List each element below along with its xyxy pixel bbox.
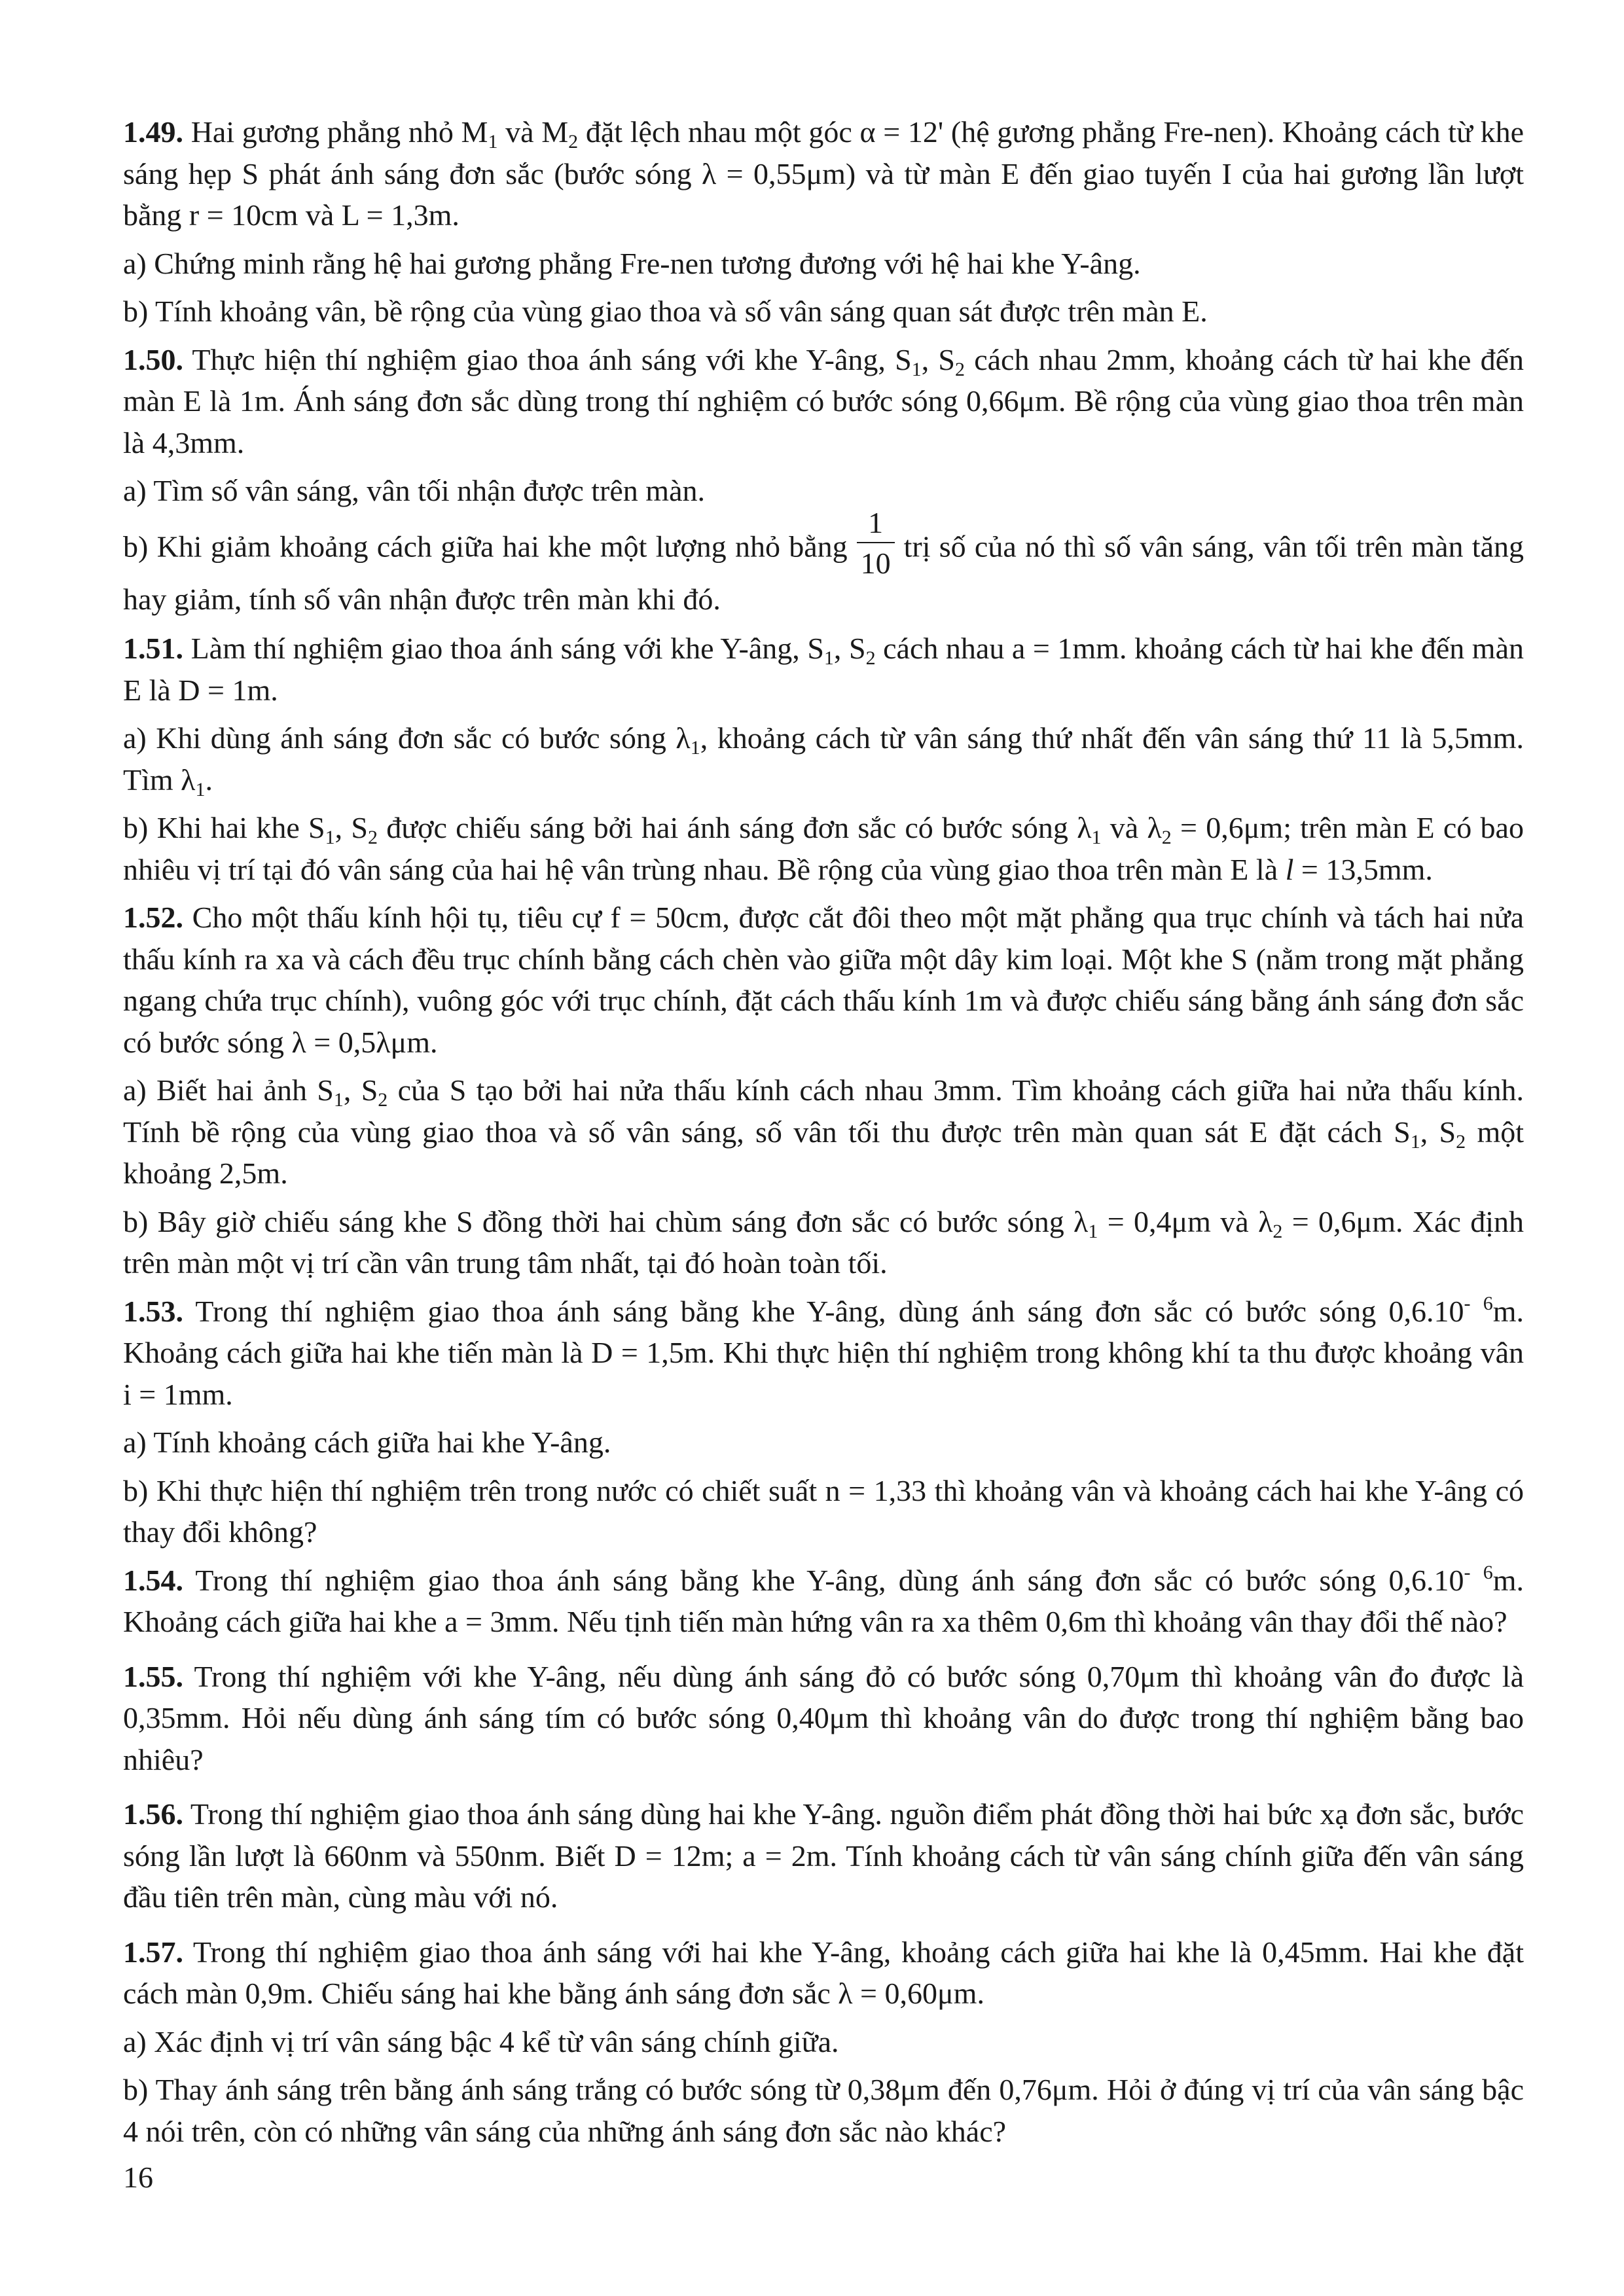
problem-number: 1.49. bbox=[123, 115, 183, 149]
problem-number: 1.55. bbox=[123, 1659, 183, 1693]
problem-1-52: 1.52. Cho một thấu kính hội tụ, tiêu cự f = 50cm, được cắt đôi theo một mặt phẳng qua trục chính và tách hai nửa thấu kính ra xa và cách đều trục chính bằng cách chèn vào giữa một dây kim loại. Một khe S (nằm trong mặt phẳng ngang chứa trục chính), vuông góc với trục chính, đặt cách thấu kính 1m và được chiếu sáng bằng ánh sáng đơn sắc có bước sóng λ = 0,5λμm. bbox=[123, 901, 1525, 1059]
problem-number: 1.57. bbox=[123, 1935, 183, 1969]
problem-1-49-part-b: b) Tính khoảng vân, bề rộng của vùng giao thoa và số vân sáng quan sát được trên màn E. bbox=[123, 295, 1208, 328]
problem-1-50-part-b: b) Khi giảm khoảng cách giữa hai khe một lượng nhỏ bằng $\frac{1}{10}$ trị số của nó thì số vân sáng, vân tối trên màn tăng hay giảm, tính số vân nhận được trên màn khi đó. bbox=[123, 505, 1524, 616]
problem-1-57-part-b: b) Thay ánh sáng trên bằng ánh sáng trắng có bước sóng từ 0,38μm đến 0,76μm. Hỏi ở đúng vị trí của vân sáng bậc 4 nói trên, còn có những vân sáng của những ánh sáng đơn sắc nào khác? bbox=[123, 2073, 1524, 2148]
problem-number: 1.50. bbox=[123, 342, 183, 376]
problem-1-49: 1.49. Hai gương phẳng nhỏ $M_1$ và $M_2$ đặt lệch nhau một góc α = 12' (hệ gương phẳng Fre-nen). Khoảng cách từ khe sáng hẹp S phát ánh sáng đơn sắc (bước sóng λ = 0,55μm) và từ màn E đến giao tuyến I của hai gương lần lượt bằng r = 10cm và L = 1,3m. bbox=[123, 115, 1525, 232]
problem-number: 1.52. bbox=[123, 901, 183, 934]
problem-number: 1.51. bbox=[123, 632, 183, 665]
problem-1-49-part-a: a) Chứng minh rằng hệ hai gương phẳng Fre-nen tương đương với hệ hai khe Y-âng. bbox=[123, 246, 1141, 280]
problem-1-57-part-a: a) Xác định vị trí vân sáng bậc 4 kể từ vân sáng chính giữa. bbox=[123, 2024, 839, 2058]
problem-number: 1.54. bbox=[123, 1563, 183, 1597]
problem-1-50-part-a: a) Tìm số vân sáng, vân tối nhận được trên màn. bbox=[123, 474, 705, 507]
problem-number: 1.56. bbox=[123, 1797, 183, 1831]
problem-1-54: 1.54. Trong thí nghiệm giao thoa ánh sáng bằng khe Y-âng, dùng ánh sáng đơn sắc có bước sóng 0,6.10- $^6$m. Khoảng cách giữa hai khe a = 3mm. Nếu tịnh tiến màn hứng vân ra xa thêm 0,6m thì khoảng vân thay đổi thế nào? bbox=[123, 1561, 1525, 1638]
fraction-one-tenth: $\frac{1}{10}$ bbox=[857, 508, 895, 579]
problem-1-55: 1.55. Trong thí nghiệm với khe Y-âng, nếu dùng ánh sáng đỏ có bước sóng 0,70μm thì khoảng vân đo được là 0,35mm. Hỏi nếu dùng ánh sáng tím có bước sóng 0,40μm thì khoảng vân do được trong thí nghiệm bằng bao nhiêu? bbox=[123, 1659, 1524, 1776]
problem-1-52-part-b: b) Bây giờ chiếu sáng khe S đồng thời hai chùm sáng đơn sắc có bước sóng $\lambda_1 = 0,4\mu m$ và $\lambda_2 = 0,6\mu m$. Xác định trên màn một vị trí cần vân trung tâm nhất, tại đó hoàn toàn tối. bbox=[123, 1204, 1525, 1280]
problem-number: 1.53. bbox=[123, 1294, 183, 1328]
problem-1-51-part-a: a) Khi dùng ánh sáng đơn sắc có bước sóng $\lambda_1$, khoảng cách từ vân sáng thứ nhất đến vân sáng thứ 11 là 5,5mm. Tìm $\lambda_1$. bbox=[123, 721, 1524, 800]
problem-1-53: 1.53. Trong thí nghiệm giao thoa ánh sáng bằng khe Y-âng, dùng ánh sáng đơn sắc có bước sóng 0,6.10- $^6$m. Khoảng cách giữa hai khe tiến màn là D = 1,5m. Khi thực hiện thí nghiệm trong không khí ta thu được khoảng vân i = 1mm. bbox=[123, 1292, 1525, 1411]
problem-1-50: 1.50. Thực hiện thí nghiệm giao thoa ánh sáng với khe Y-âng, $S_1$, $S_2$ cách nhau 2mm, khoảng cách từ hai khe đến màn E là 1m. Ánh sáng đơn sắc dùng trong thí nghiệm có bước sóng 0,66μm. Bề rộng của vùng giao thoa trên màn là 4,3mm. bbox=[123, 342, 1524, 459]
page-number: 16 bbox=[123, 2161, 153, 2194]
problem-1-52-part-a: a) Biết hai ảnh $S_1$, $S_2$ của S tạo bởi hai nửa thấu kính cách nhau 3mm. Tìm khoảng cách giữa hai nửa thấu kính. Tính bề rộng của vùng giao thoa và số vân sáng, số vân tối thu được trên màn quan sát E đặt cách $S_1$, $S_2$ một khoảng 2,5m. bbox=[123, 1073, 1525, 1190]
problem-1-56: 1.56. Trong thí nghiệm giao thoa ánh sáng dùng hai khe Y-âng. nguồn điểm phát đồng thời hai bức xạ đơn sắc, bước sóng lần lượt là 660nm và 550nm. Biết D = 12m; a = 2m. Tính khoảng cách từ vân sáng chính giữa đến vân sáng đầu tiên trên màn, cùng màu với nó. bbox=[123, 1797, 1525, 1914]
problem-1-53-part-b: b) Khi thực hiện thí nghiệm trên trong nước có chiết suất n = 1,33 thì khoảng vân và khoảng cách hai khe Y-âng có thay đổi không? bbox=[123, 1473, 1524, 1549]
problem-1-51-part-b: b) Khi hai khe $S_1$, $S_2$ được chiếu sáng bởi hai ánh sáng đơn sắc có bước sóng $\lambda_1$ và $\lambda_2 = 0,6\mu m$; trên màn E có bao nhiêu vị trí tại đó vân sáng của hai hệ vân trùng nhau. Bề rộng của vùng giao thoa trên màn E là l = 13,5mm. bbox=[123, 811, 1524, 886]
problem-1-57: 1.57. Trong thí nghiệm giao thoa ánh sáng với hai khe Y-âng, khoảng cách giữa hai khe là 0,45mm. Hai khe đặt cách màn 0,9m. Chiếu sáng hai khe bằng ánh sáng đơn sắc λ = 0,60μm. bbox=[123, 1935, 1524, 2010]
document-page bbox=[123, 111, 1524, 2159]
problem-1-53-part-a: a) Tính khoảng cách giữa hai khe Y-âng. bbox=[123, 1426, 611, 1459]
problem-1-51: 1.51. Làm thí nghiệm giao thoa ánh sáng với khe Y-âng, $S_1$, $S_2$ cách nhau a = 1mm. khoảng cách từ hai khe đến màn E là D = 1m. bbox=[123, 632, 1525, 707]
